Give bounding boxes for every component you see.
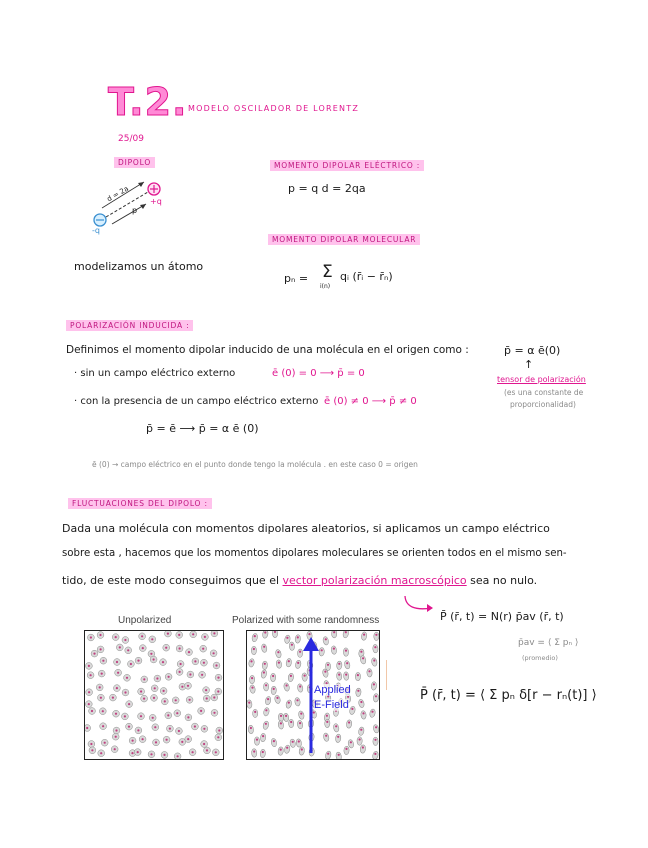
molecule <box>295 660 302 669</box>
molecule <box>289 719 294 727</box>
tensor-note-2: proporcionalidad) <box>510 400 576 409</box>
molecule <box>357 737 362 745</box>
molecule <box>296 738 302 747</box>
molecule <box>323 733 330 742</box>
molecule <box>355 672 360 680</box>
molecule <box>343 648 348 657</box>
fluctuations-heading: FLUCTUACIONES DEL DIPOLO : <box>68 498 212 509</box>
molecule <box>284 745 291 754</box>
molecule <box>270 673 275 681</box>
molecule <box>248 658 255 667</box>
molecule <box>322 636 329 645</box>
molecule <box>251 749 257 758</box>
molecule <box>251 633 258 642</box>
plus-charge-label: +q <box>150 197 162 206</box>
molecule <box>349 706 356 715</box>
molecule <box>247 700 252 709</box>
molecule <box>343 672 349 681</box>
atom-model-caption: modelizamos un átomo <box>74 260 204 273</box>
induced-formula: p̄ = α ē(0) <box>504 344 561 357</box>
molecule <box>251 646 256 654</box>
molecule <box>367 668 373 677</box>
molecule <box>369 709 376 718</box>
molecule <box>263 707 270 716</box>
field-note: ē (0) → campo eléctrico en el punto donde tengo la molécula . en este caso 0 = origen <box>92 460 418 469</box>
molecule <box>278 747 284 756</box>
molecule <box>276 660 283 669</box>
molecule <box>372 644 378 653</box>
molecule <box>371 657 378 666</box>
molecule <box>373 693 379 702</box>
molecule <box>265 696 272 705</box>
molecule <box>360 710 366 719</box>
molecule <box>261 644 267 653</box>
molecule <box>360 655 367 664</box>
molecule <box>254 737 259 745</box>
bullet-no-field: · sin un campo eléctrico externo <box>74 368 236 379</box>
molecule <box>262 721 269 730</box>
molecule <box>278 713 284 722</box>
chapter-number: T.2. <box>108 80 188 124</box>
molecule <box>253 709 258 717</box>
molecule <box>355 688 361 697</box>
molecular-formula-right: qᵢ (r̄ᵢ − r̄ₙ) <box>340 270 393 283</box>
fluct-line-3-pre: tido, de este modo conseguimos que el <box>62 574 280 587</box>
molecule <box>373 737 378 745</box>
polarized-molecules <box>247 631 379 759</box>
polarization-formula: P̄ (r̄, t) = N(r) p̄av (r̄, t) <box>440 610 564 623</box>
distance-label: d = 2a <box>105 184 130 204</box>
moment-heading: MOMENTO DIPOLAR ELÉCTRICO : <box>270 160 424 171</box>
molecule <box>298 710 305 719</box>
polarized-title: Polarized with some randomness <box>232 615 380 626</box>
fluct-line-2: sobre esta , hacemos que los momentos dipolares moleculares se orienten todos en el mismo sen- <box>62 548 567 559</box>
induced-heading: POLARIZACIÓN INDUCIDA : <box>66 320 193 331</box>
molecular-formula-left: pₙ = <box>284 272 309 285</box>
molecule <box>283 713 289 722</box>
molecule <box>336 661 342 670</box>
molecule <box>275 649 282 658</box>
molecule <box>319 647 325 656</box>
molecule <box>297 683 304 692</box>
unpolarized-title: Unpolarized <box>118 615 172 626</box>
fluct-line-3-post: sea no nulo. <box>470 574 538 587</box>
arrow-up-icon: ↑ <box>524 358 534 371</box>
molecule <box>297 720 304 729</box>
date: 25/09 <box>118 134 144 144</box>
molecule <box>373 724 379 733</box>
polarization-formula-2: P̄ (r̄, t) = ⟨ Σ pₙ δ[r − rₙ(t)] ⟩ <box>420 688 597 703</box>
molecular-moment-heading: MOMENTO DIPOLAR MOLECULAR <box>268 234 420 245</box>
tensor-note-1: (es una constante de <box>504 388 584 397</box>
tensor-label: tensor de polarización <box>497 375 586 384</box>
molecule <box>278 720 284 729</box>
bullet-no-field-formula: ē (0) = 0 ⟶ p̄ = 0 <box>272 368 365 379</box>
induced-relation: p̄ = ē ⟶ p̄ = α ē (0) <box>146 422 259 435</box>
molecule <box>333 723 340 732</box>
molecule <box>299 746 305 755</box>
molecule <box>344 746 350 755</box>
molecule <box>360 745 366 754</box>
sum-subscript: i(n) <box>320 283 331 290</box>
molecule <box>271 738 278 747</box>
molecule <box>262 661 268 670</box>
molecule <box>289 739 296 748</box>
molecule <box>371 681 377 690</box>
molecule <box>286 658 292 667</box>
divider <box>386 660 387 690</box>
macroscopic-polarization-highlight: vector polarización macroscópico <box>282 574 467 587</box>
dipole-vector-label: p <box>132 206 138 215</box>
molecule <box>249 685 255 694</box>
field-label-2: E-Field <box>314 699 349 711</box>
molecule <box>271 686 277 695</box>
fluct-line-1: Dada una molécula con momentos dipolares aleatorios, si aplicamos un campo eléctrico <box>62 522 550 535</box>
molecule <box>331 646 337 655</box>
molecule <box>283 682 290 691</box>
unpolarized-panel <box>84 630 224 760</box>
molecule <box>263 683 268 691</box>
induced-definition: Definimos el momento dipolar inducido de una molécula en el origen como : <box>66 344 469 356</box>
average-moment-formula: p̄av = ⟨ Σ pₙ ⟩ <box>518 638 579 648</box>
molecule <box>285 699 292 708</box>
molecule <box>289 642 295 651</box>
bullet-with-field-formula: ē (0) ≠ 0 ⟶ p̄ ≠ 0 <box>324 396 417 407</box>
molecule <box>361 632 367 641</box>
fluct-line-3 <box>62 574 537 587</box>
molecule <box>374 632 379 640</box>
molecule <box>260 733 266 742</box>
molecule <box>344 660 351 669</box>
polarized-panel <box>246 630 380 760</box>
molecule <box>336 672 342 681</box>
unpolarized-molecules <box>85 631 223 759</box>
molecule <box>358 727 365 736</box>
molecule <box>248 725 254 734</box>
molecule <box>346 720 352 729</box>
moment-formula: p = q d = 2qa <box>288 182 366 195</box>
molecule <box>301 673 307 682</box>
promedio-note: (promedio) <box>522 654 558 662</box>
molecule <box>325 719 331 728</box>
molecule <box>288 673 295 682</box>
molecule <box>297 649 303 658</box>
molecule <box>284 635 291 644</box>
molecule <box>274 695 281 704</box>
molecule <box>260 749 266 758</box>
molecule <box>358 699 365 708</box>
chapter-title: MODELO OSCILADOR DE LORENTZ <box>188 104 360 113</box>
sum-icon: Σ <box>322 262 333 282</box>
molecule <box>335 734 341 743</box>
dipole-heading: DIPOLO <box>114 157 155 168</box>
curved-arrow-icon <box>402 594 438 618</box>
minus-charge-label: -q <box>92 226 100 235</box>
molecule <box>295 634 301 643</box>
bullet-with-field: · con la presencia de un campo eléctrico externo <box>74 396 319 407</box>
field-label-1: Applied <box>314 684 351 696</box>
molecule <box>260 669 267 678</box>
molecule <box>249 675 255 684</box>
molecule <box>294 697 300 706</box>
